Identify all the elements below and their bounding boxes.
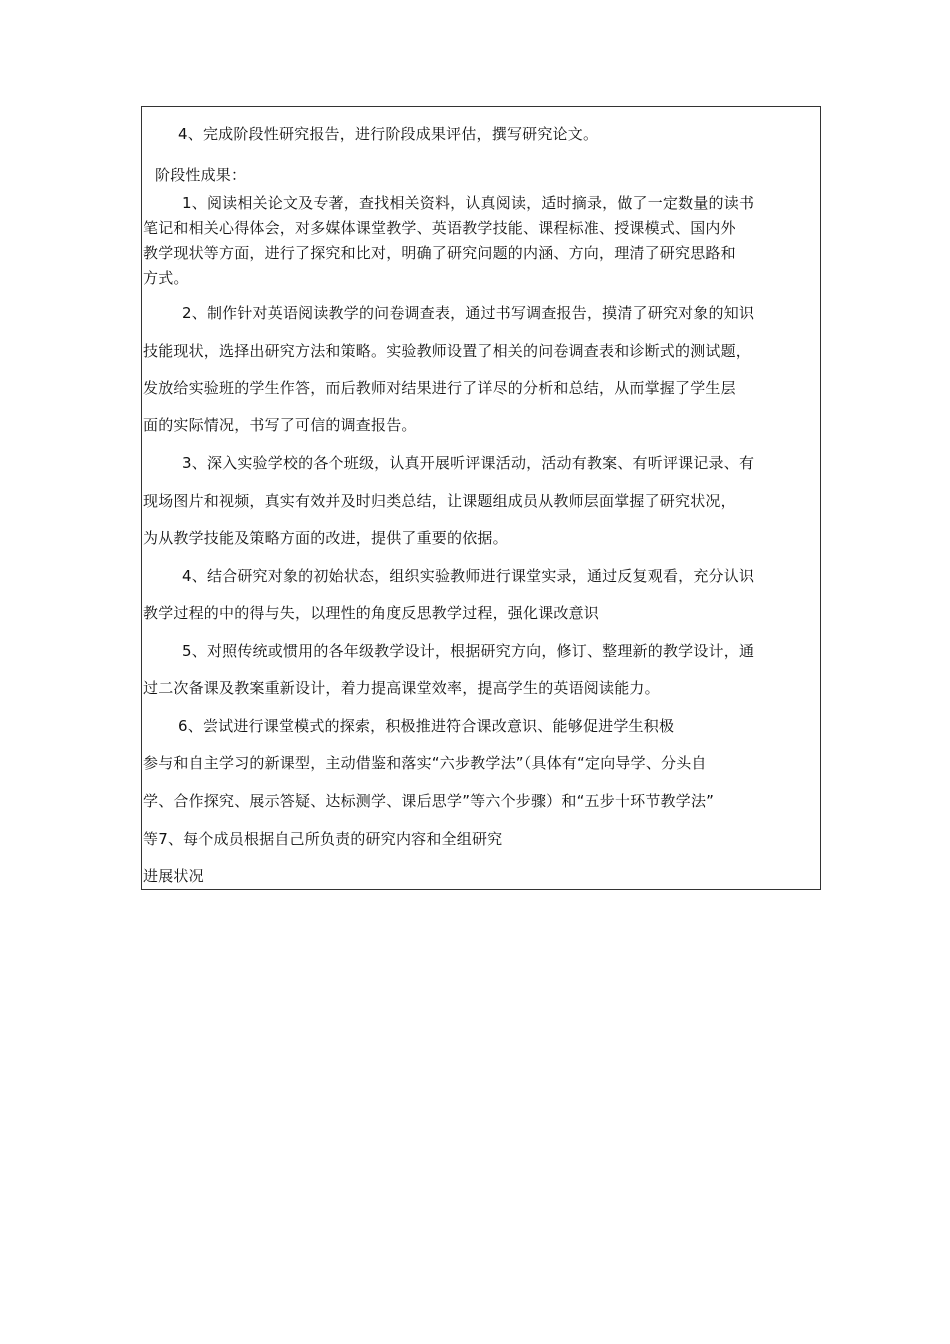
text-line: 教学过程的中的得与失，以理性的角度反思教学过程，强化课改意识 [143,604,600,622]
document-text-box [141,106,821,890]
text-line: 6、尝试进行课堂模式的探索，积极推进符合课改意识、能够促进学生积极 [178,717,675,735]
text-line: 4、完成阶段性研究报告，进行阶段成果评估，撰写研究论文。 [178,125,599,143]
text-line: 为从教学技能及策略方面的改进，提供了重要的依据。 [143,529,508,547]
section-heading: 阶段性成果： [155,166,247,184]
text-line: 现场图片和视频，真实有效并及时归类总结，让课题组成员从教师层面掌握了研究状况， [143,492,736,510]
text-line: 面的实际情况，书写了可信的调查报告。 [143,416,417,434]
text-line: 进展状况 [143,867,204,885]
text-line: 4、结合研究对象的初始状态，组织实验教师进行课堂实录，通过反复观看，充分认识 [182,567,755,585]
text-line: 2、制作针对英语阅读教学的问卷调查表，通过书写调查报告，摸清了研究对象的知识 [182,304,755,322]
text-line: 笔记和相关心得体会，对多媒体课堂教学、英语教学技能、课程标准、授课模式、国内外 [143,219,736,237]
text-line: 5、对照传统或惯用的各年级教学设计，根据研究方向，修订、整理新的教学设计，通 [182,642,755,660]
text-line: 教学现状等方面，进行了探究和比对，明确了研究问题的内涵、方向，理清了研究思路和 [143,244,736,262]
text-line: 学、合作探究、展示答疑、达标测学、课后思学”等六个步骤）和“五步十环节教学法” [143,792,715,810]
text-line: 方式。 [143,269,189,287]
text-line: 技能现状，选择出研究方法和策略。实验教师设置了相关的问卷调查表和诊断式的测试题， [143,342,752,360]
text-line: 等7、每个成员根据自己所负责的研究内容和全组研究 [143,830,503,848]
text-line: 参与和自主学习的新课型，主动借鉴和落实“六步教学法”（具体有“定向导学、分头自 [143,754,707,772]
text-line: 过二次备课及教案重新设计，着力提高课堂效率，提高学生的英语阅读能力。 [143,679,660,697]
text-line: 3、深入实验学校的各个班级，认真开展听评课活动，活动有教案、有听评课记录、有 [182,454,755,472]
text-line: 1、阅读相关论文及专著，查找相关资料，认真阅读，适时摘录，做了一定数量的读书 [182,194,755,212]
text-line: 发放给实验班的学生作答，而后教师对结果进行了详尽的分析和总结，从而掌握了学生层 [143,379,736,397]
